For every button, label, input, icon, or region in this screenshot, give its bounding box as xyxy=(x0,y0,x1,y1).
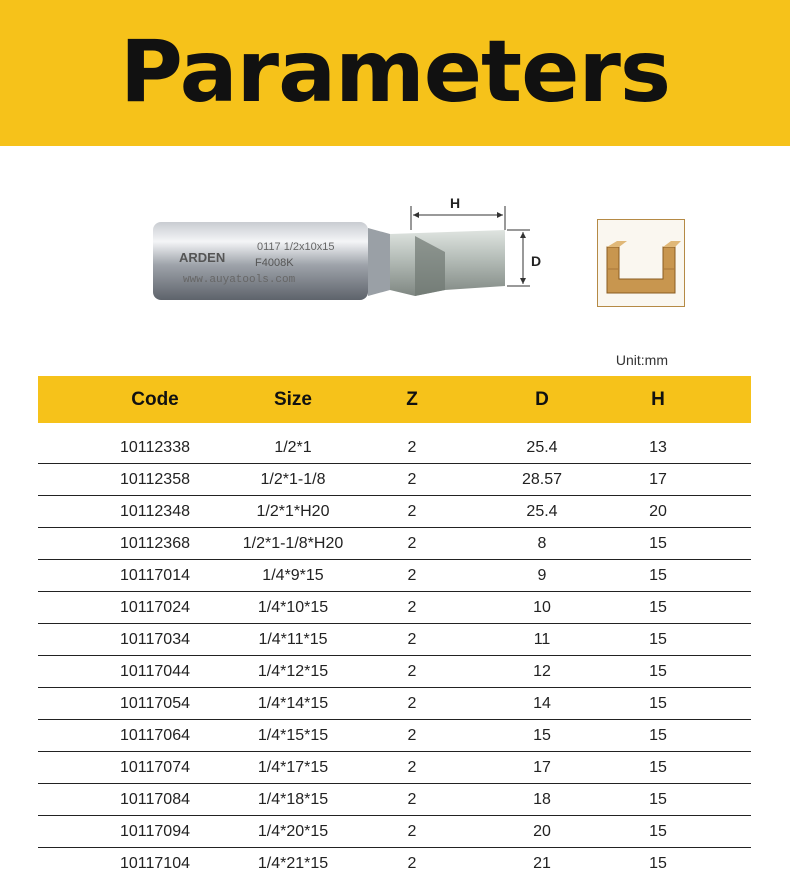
table-row xyxy=(38,752,751,784)
cell-z: 2 xyxy=(407,503,417,520)
cell-size: 1/4*18*15 xyxy=(257,791,329,808)
cell-z: 2 xyxy=(407,727,417,744)
router-bit-illustration xyxy=(145,190,565,305)
cell-size: 1/2*1 xyxy=(274,439,312,456)
table-row xyxy=(38,464,751,496)
cell-z: 2 xyxy=(407,631,417,648)
cell-z: 2 xyxy=(407,567,417,584)
table-row xyxy=(38,560,751,592)
cell-code: 10112358 xyxy=(120,471,190,488)
cell-size: 1/4*11*15 xyxy=(258,631,328,648)
cell-d: 10 xyxy=(533,599,551,616)
table-header xyxy=(38,376,751,423)
cell-size: 1/2*1-1/8 xyxy=(260,471,326,488)
cell-z: 2 xyxy=(407,695,417,712)
dimension-d-label: D xyxy=(531,253,542,269)
cell-code: 10117074 xyxy=(120,759,190,776)
cell-z: 2 xyxy=(407,823,417,840)
cell-code: 10117064 xyxy=(120,727,190,744)
cell-d: 15 xyxy=(533,727,551,744)
table-row xyxy=(38,624,751,656)
cell-d: 25.4 xyxy=(526,503,558,520)
cell-size: 1/4*9*15 xyxy=(262,567,324,584)
cell-z: 2 xyxy=(407,791,417,808)
cell-size: 1/4*17*15 xyxy=(257,759,329,776)
cell-z: 2 xyxy=(407,439,417,456)
page-title: Parameters xyxy=(119,22,671,122)
cell-code: 10117094 xyxy=(120,823,190,840)
cell-d: 11 xyxy=(533,631,551,648)
cell-h: 15 xyxy=(649,631,667,648)
cell-h: 17 xyxy=(649,471,667,488)
table-row xyxy=(38,784,751,816)
shank-website: www.auyatools.com xyxy=(183,274,296,286)
cell-h: 15 xyxy=(649,567,667,584)
cell-h: 15 xyxy=(649,727,667,744)
cell-size: 1/2*1-1/8*H20 xyxy=(242,535,344,552)
cell-size: 1/4*14*15 xyxy=(257,695,329,712)
cell-code: 10117104 xyxy=(120,855,190,872)
cell-size: 1/4*10*15 xyxy=(257,599,329,616)
table-row xyxy=(38,816,751,848)
cell-code: 10112348 xyxy=(120,503,190,520)
cell-z: 2 xyxy=(407,759,417,776)
table-row xyxy=(38,720,751,752)
table-row xyxy=(38,528,751,560)
cell-h: 15 xyxy=(649,791,667,808)
brand-logo: ARDEN xyxy=(179,250,226,265)
parameter-table-body xyxy=(38,432,751,879)
cell-code: 10117084 xyxy=(120,791,190,808)
neck xyxy=(368,228,390,296)
cell-h: 20 xyxy=(649,503,667,520)
cell-code: 10112338 xyxy=(120,439,190,456)
cell-d: 28.57 xyxy=(521,471,563,488)
cell-d: 21 xyxy=(533,855,551,872)
cell-z: 2 xyxy=(407,663,417,680)
table-row xyxy=(38,432,751,464)
cell-size: 1/2*1*H20 xyxy=(256,503,330,520)
cut-profile-diagram xyxy=(597,219,685,307)
cell-h: 15 xyxy=(649,823,667,840)
cell-d: 12 xyxy=(533,663,551,680)
cell-d: 18 xyxy=(533,791,551,808)
cell-size: 1/4*15*15 xyxy=(257,727,329,744)
cell-code: 10112368 xyxy=(120,535,190,552)
cell-code: 10117034 xyxy=(120,631,190,648)
cell-h: 15 xyxy=(649,759,667,776)
table-row xyxy=(38,656,751,688)
cell-d: 17 xyxy=(533,759,551,776)
cell-code: 10117054 xyxy=(120,695,190,712)
dimension-h-label: H xyxy=(450,195,461,211)
cell-size: 1/4*20*15 xyxy=(257,823,329,840)
table-row xyxy=(38,848,751,879)
cell-d: 20 xyxy=(533,823,551,840)
header-d: D xyxy=(535,389,549,410)
header-h: H xyxy=(651,389,665,410)
unit-label: Unit:mm xyxy=(615,352,668,368)
header-z: Z xyxy=(406,389,418,410)
header-size: Size xyxy=(273,389,313,410)
cell-h: 15 xyxy=(649,695,667,712)
cell-h: 15 xyxy=(649,663,667,680)
cell-h: 15 xyxy=(649,855,667,872)
shank-engraving-2: F4008K xyxy=(255,257,294,269)
cell-z: 2 xyxy=(407,599,417,616)
cell-size: 1/4*12*15 xyxy=(257,663,329,680)
cutter-head xyxy=(390,230,505,296)
cell-z: 2 xyxy=(407,855,417,872)
cell-h: 15 xyxy=(649,535,667,552)
cell-z: 2 xyxy=(407,535,417,552)
cell-d: 25.4 xyxy=(526,439,558,456)
cell-code: 10117024 xyxy=(120,599,190,616)
header-code: Code xyxy=(131,389,179,410)
cell-size: 1/4*21*15 xyxy=(257,855,329,872)
cell-z: 2 xyxy=(407,471,417,488)
cell-h: 13 xyxy=(649,439,667,456)
table-row xyxy=(38,592,751,624)
cell-code: 10117044 xyxy=(120,663,190,680)
cell-h: 15 xyxy=(649,599,667,616)
cell-d: 8 xyxy=(537,535,547,552)
cell-d: 9 xyxy=(537,567,547,584)
table-row xyxy=(38,496,751,528)
shank-engraving-1: 0117 1/2x10x15 xyxy=(257,241,335,253)
title-banner xyxy=(0,0,790,146)
cell-code: 10117014 xyxy=(120,567,190,584)
cell-d: 14 xyxy=(533,695,551,712)
table-row xyxy=(38,688,751,720)
